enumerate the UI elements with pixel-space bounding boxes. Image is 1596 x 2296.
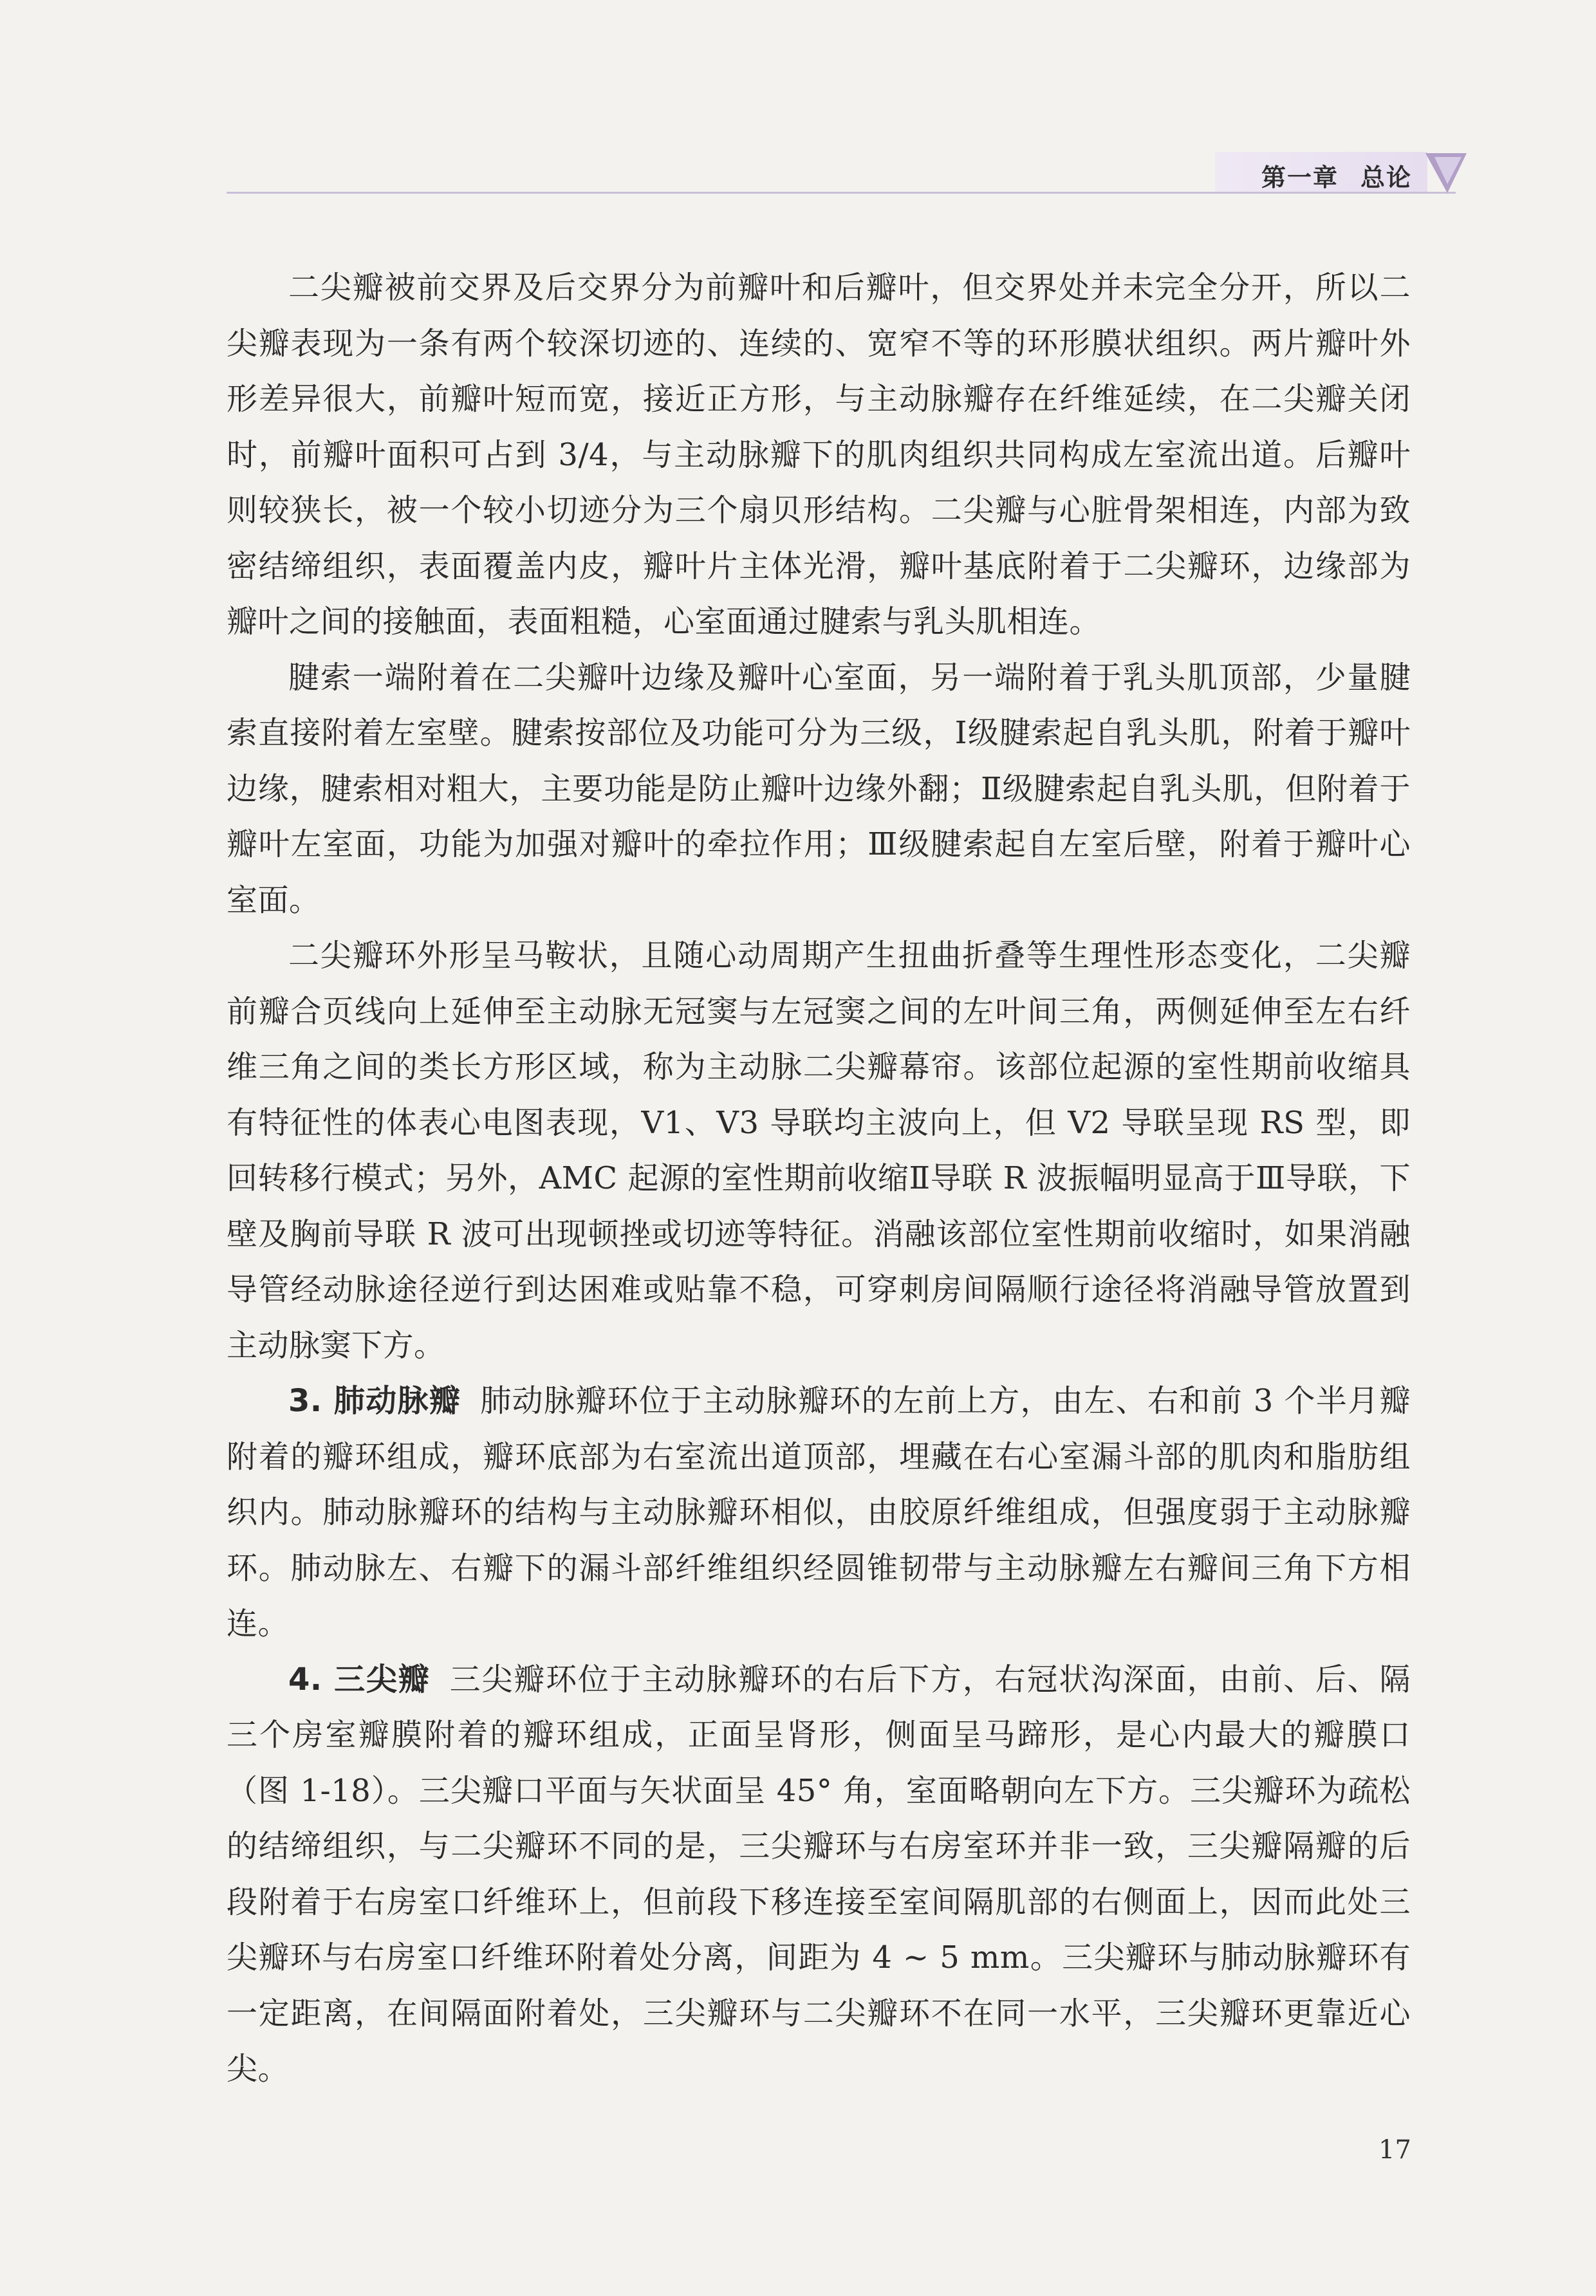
paragraph-mitral-annulus: 二尖瓣环外形呈马鞍状，且随心动周期产生扭曲折叠等生理性形态变化，二尖瓣前瓣合页线向上延伸至主动脉无冠窦与左冠窦之间的左叶间三角，两侧延伸至左右纤维三角之间的类长方形区域，称为主动脉二尖瓣幕帘。该部位起源的室性期前收缩具有特征性的体表心电图表现，V1、V3 导联均主波向上，但 V2 导联呈现 RS 型，即回转移行模式；另外，AMC 起源的室性期前收缩Ⅱ导联 R 波振幅明显高于Ⅲ导联，下壁及胸前导联 R 波可出现顿挫或切迹等特征。消融该部位室性期前收缩时，如果消融导管经动脉途径逆行到达困难或贴靠不稳，可穿刺房间隔顺行途径将消融导管放置到主动脉窦下方。 [227, 938, 1411, 1364]
paragraph-chordae: 腱索一端附着在二尖瓣叶边缘及瓣叶心室面，另一端附着于乳头肌顶部，少量腱索直接附着左室壁。腱索按部位及功能可分为三级，Ⅰ级腱索起自乳头肌，附着于瓣叶边缘，腱索相对粗大，主要功能是防止瓣叶边缘外翻；Ⅱ级腱索起自乳头肌，但附着于瓣叶左室面，功能为加强对瓣叶的牵拉作用；Ⅲ级腱索起自左室后壁，附着于瓣叶心室面。 [227, 659, 1411, 918]
body-text [227, 260, 1411, 2097]
chapter-title: 总论 [1360, 163, 1413, 192]
paragraph-pulmonary-valve [227, 1373, 1411, 1652]
section-title-tricuspid-valve: 4. 三尖瓣 [288, 1661, 431, 1698]
section-text-tricuspid-valve: 三尖瓣环位于主动脉瓣环的右后下方，右冠状沟深面，由前、后、隔三个房室瓣膜附着的瓣环组成，正面呈肾形，侧面呈马蹄形，是心内最大的瓣膜口（图 1-18）。三尖瓣口平面与矢状面呈 45° 角，室面略朝向左下方。三尖瓣环为疏松的结缔组织，与二尖瓣环不同的是，三尖瓣环与右房室环并非一致，三尖瓣隔瓣的后段附着于右房室口纤维环上，但前段下移连接至室间隔肌部的右侧面上，因而此处三尖瓣环与右房室口纤维环附着处分离，间距为 4 ~ 5 mm。三尖瓣环与肺动脉瓣环有一定距离，在间隔面附着处，三尖瓣环与二尖瓣环不在同一水平，三尖瓣环更靠近心尖。 [227, 1661, 1411, 2087]
page-number: 17 [1378, 2135, 1411, 2165]
chapter-heading [1261, 158, 1412, 193]
chapter-number: 第一章 [1261, 163, 1339, 192]
paragraph-tricuspid-valve [227, 1652, 1411, 2097]
section-text-pulmonary-valve: 肺动脉瓣环位于主动脉瓣环的左前上方，由左、右和前 3 个半月瓣附着的瓣环组成，瓣环底部为右室流出道顶部，埋藏在右心室漏斗部的肌肉和脂肪组织内。肺动脉瓣环的结构与主动脉瓣环相似，由胶原纤维组成，但强度弱于主动脉瓣环。肺动脉左、右瓣下的漏斗部纤维组织经圆锥韧带与主动脉瓣左右瓣间三角下方相连。 [227, 1383, 1411, 1642]
chapter-corner-triangle-icon [1425, 153, 1467, 194]
section-title-pulmonary-valve: 3. 肺动脉瓣 [288, 1383, 461, 1419]
paragraph-mitral-leaflets: 二尖瓣被前交界及后交界分为前瓣叶和后瓣叶，但交界处并未完全分开，所以二尖瓣表现为一条有两个较深切迹的、连续的、宽窄不等的环形膜状组织。两片瓣叶外形差异很大，前瓣叶短而宽，接近正方形，与主动脉瓣存在纤维延续，在二尖瓣关闭时，前瓣叶面积可占到 3/4，与主动脉瓣下的肌肉组织共同构成左室流出道。后瓣叶则较狭长，被一个较小切迹分为三个扇贝形结构。二尖瓣与心脏骨架相连，内部为致密结缔组织，表面覆盖内皮，瓣叶片主体光滑，瓣叶基底附着于二尖瓣环，边缘部为瓣叶之间的接触面，表面粗糙，心室面通过腱索与乳头肌相连。 [227, 270, 1411, 640]
